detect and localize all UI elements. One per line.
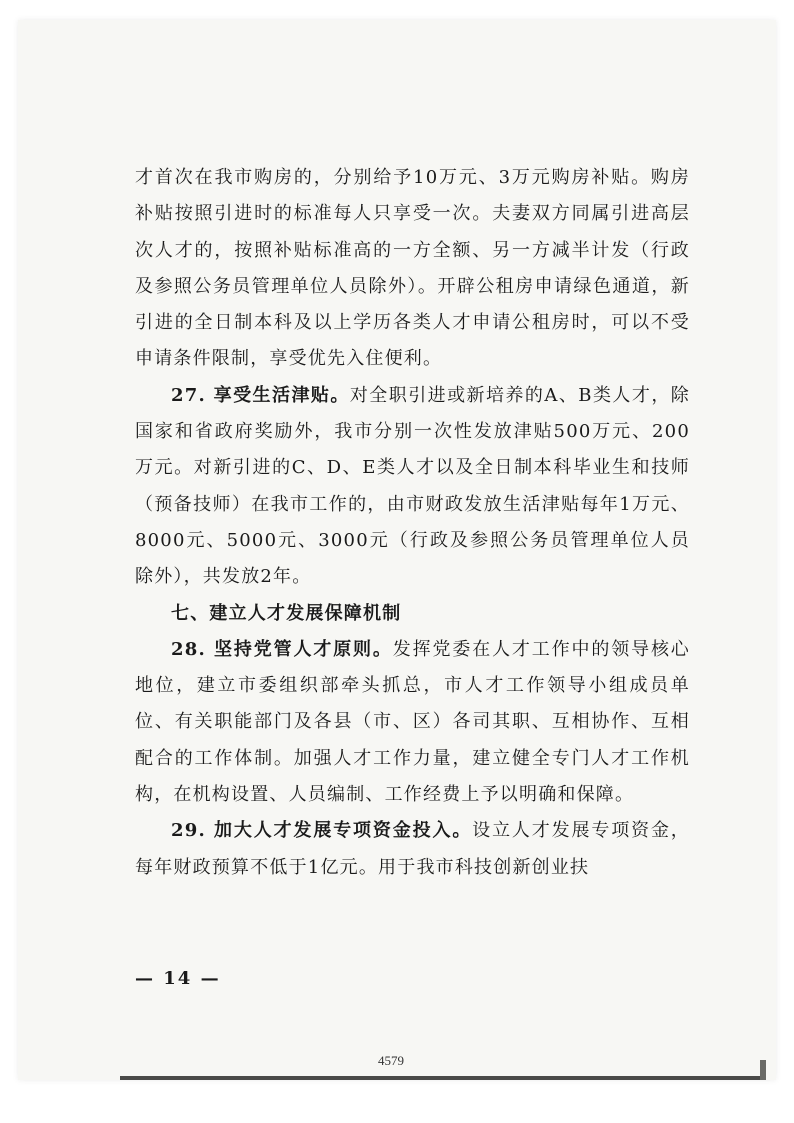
paragraph-item-29 (135, 813, 690, 886)
document-body (135, 160, 690, 886)
item-29-text: 设立人才发展专项资金，每年财政预算不低于1亿元。用于我市科技创新创业扶 (135, 820, 691, 878)
paragraph-item-28 (135, 632, 690, 813)
item-29-heading: 29. 加大人才发展专项资金投入。 (171, 820, 473, 842)
item-28-text: 发挥党委在人才工作中的领导核心地位，建立市委组织部牵头抓总，市人才工作领导小组成员单位、有关职能部门及各县（市、区）各司其职、互相协作、互相配合的工作体制。加强人才工作力量，建立健全专门人才工作机构，在机构设置、人员编制、工作经费上予以明确和保障。 (135, 638, 691, 806)
item-27-text: 对全职引进或新培养的A、B类人才，除国家和省政府奖励外，我市分别一次性发放津贴500万元、200万元。对新引进的C、D、E类人才以及全日制本科毕业生和技师（预备技师）在我市工作的，由市财政发放生活津贴每年1万元、8000元、5000元、3000元（行政及参照公务员管理单位人员除外），共发放2年。 (135, 384, 690, 588)
stamp-number: 4579 (378, 1053, 404, 1068)
item-27-heading: 27. 享受生活津贴。 (171, 384, 350, 406)
page-corner-shadow (760, 1060, 766, 1080)
paragraph-item-27 (135, 378, 690, 596)
item-28-heading: 28. 坚持党管人才原则。 (171, 638, 393, 660)
section-heading: 七、建立人才发展保障机制 (171, 602, 402, 624)
page-edge-shadow (120, 1076, 766, 1080)
paragraph-text: 才首次在我市购房的，分别给予10万元、3万元购房补贴。购房补贴按照引进时的标准每人只享受一次。夫妻双方同属引进高层次人才的，按照补贴标准高的一方全额、另一方减半计发（行政及参照公务员管理单位人员除外）。开辟公租房申请绿色通道，新引进的全日制本科及以上学历各类人才申请公租房时，可以不受申请条件限制，享受优先入住便利。 (135, 167, 690, 370)
page-number: — 14 — (135, 968, 221, 989)
paragraph-housing-subsidy (135, 160, 690, 378)
